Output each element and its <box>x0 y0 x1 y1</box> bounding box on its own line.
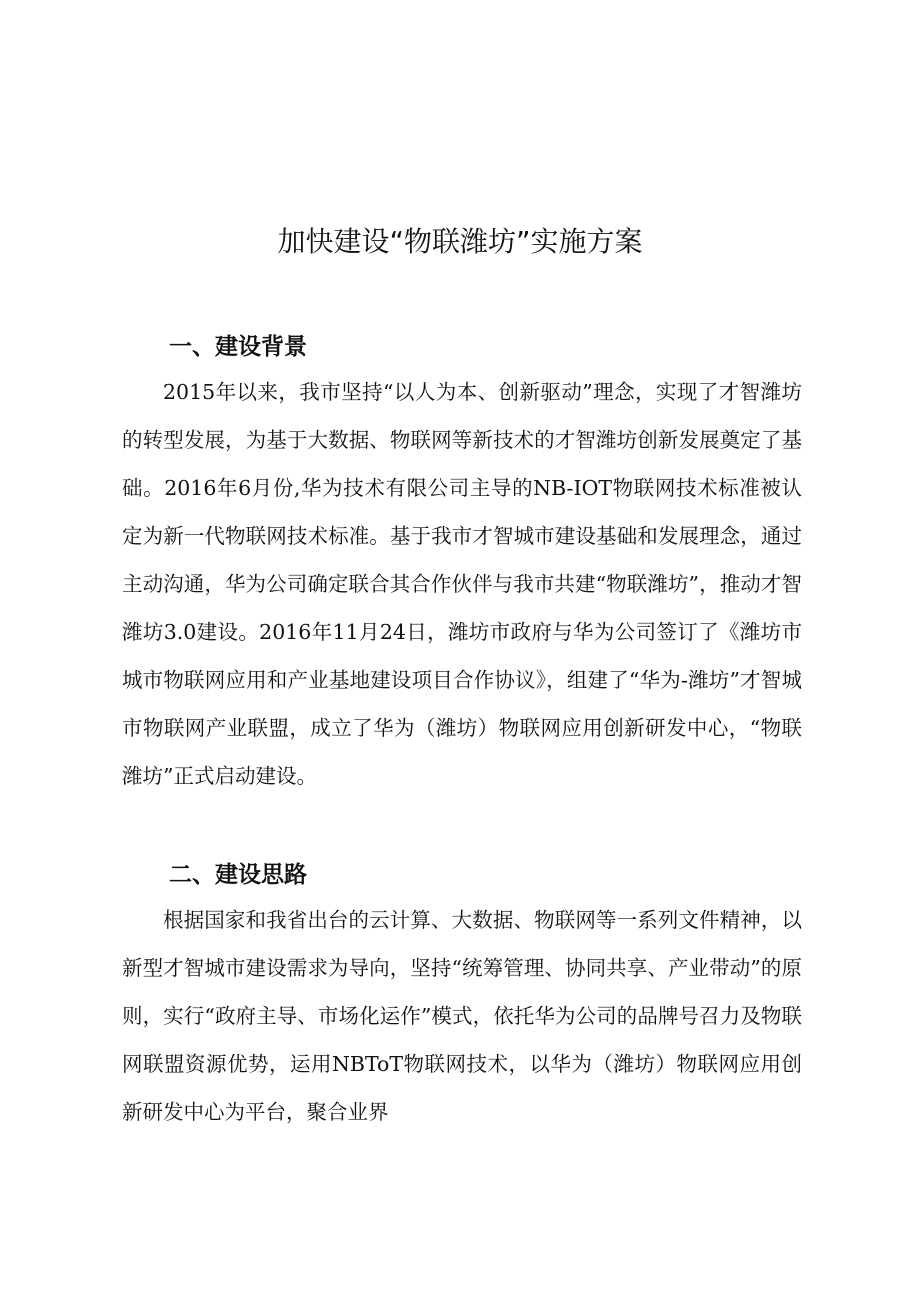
section-heading-approach: 二、建设思路 <box>169 862 307 888</box>
document-title: 加快建设“物联潍坊”实施方案 <box>277 225 643 258</box>
section-paragraph-approach: 根据国家和我省出台的云计算、大数据、物联网等一系列文件精神，以新型才智城市建设需求为导向，坚持“统筹管理、协同共享、产业带动”的原则，实行“政府主导、市场化运作”模式，依托华为公司的品牌号召力及物联网联盟资源优势，运用NBToT物联网技术，以华为（潍坊）物联网应用创新研发中心为平台，聚合业界 <box>122 908 802 1124</box>
section-paragraph-background: 2015年以来，我市坚持“以人为本、创新驱动”理念，实现了才智潍坊的转型发展，为基于大数据、物联网等新技术的才智潍坊创新发展奠定了基础。2016年6月份,华为技术有限公司主导的NB-IOT物联网技术标准被认定为新一代物联网技术标准。基于我市才智城市建设基础和发展理念，通过主动沟通，华为公司确定联合其合作伙伴与我市共建“物联潍坊”，推动才智潍坊3.0建设。2016年11月24日，潍坊市政府与华为公司签订了《潍坊市城市物联网应用和产业基地建设项目合作协议》，组建了“华为-潍坊”才智城市物联网产业联盟，成立了华为（潍坊）物联网应用创新研发中心，“物联潍坊”正式启动建设。 <box>122 380 802 788</box>
section-heading-background: 一、建设背景 <box>169 334 307 360</box>
